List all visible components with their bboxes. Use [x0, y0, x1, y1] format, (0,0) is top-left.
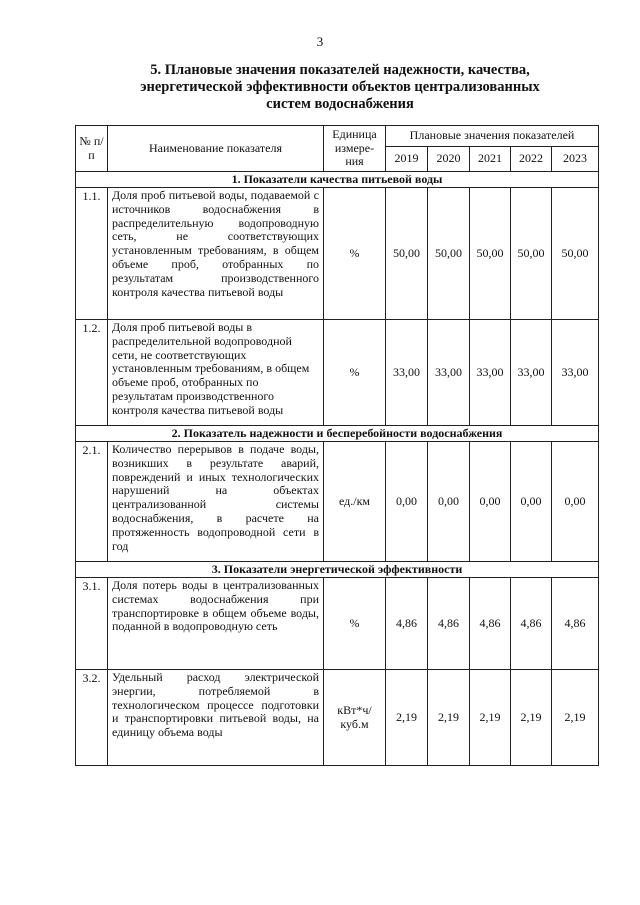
indicators-table: [75, 125, 599, 766]
value-cell: 2,19: [386, 670, 428, 766]
header-unit: Единица измере-ния: [324, 126, 386, 172]
section-title: 3. Показатели энергетической эффективности: [76, 562, 599, 578]
header-year: 2020: [428, 147, 470, 172]
table-row: [76, 188, 599, 320]
value-cell: 33,00: [470, 320, 511, 426]
value-cell: 50,00: [552, 188, 599, 320]
heading-line-1: 5. Плановые значения показателей надежности, качества,: [150, 62, 530, 78]
unit-cell: %: [324, 320, 386, 426]
indicator-name: Доля потерь воды в централизованных системах водоснабжения при транспортировке в общем объеме воды, поданной в водопроводную сеть: [108, 578, 324, 670]
value-cell: 0,00: [552, 442, 599, 562]
header-year: 2019: [386, 147, 428, 172]
indicator-name: Доля проб питьевой воды, подаваемой с источников водоснабжения в распределительную водопроводную сеть, не соответствующих установленным требованиям, в общем объеме проб, отобранных по результатам производственного контроля качества питьевой воды: [108, 188, 324, 320]
row-number: 1.2.: [76, 320, 108, 426]
indicator-name: Количество перерывов в подаче воды, возникших в результате аварий, повреждений и иных технологических нарушений на объектах централизованной системы водоснабжения, в расчете на протяженность водопроводной сети в год: [108, 442, 324, 562]
value-cell: 50,00: [511, 188, 552, 320]
indicator-name: Удельный расход электрической энергии, потребляемой в технологическом процессе подготовки и транспортировки питьевой воды, на единицу объема воды: [108, 670, 324, 766]
value-cell: 33,00: [511, 320, 552, 426]
row-number: 3.2.: [76, 670, 108, 766]
value-cell: 4,86: [511, 578, 552, 670]
row-number: 3.1.: [76, 578, 108, 670]
value-cell: 2,19: [470, 670, 511, 766]
value-cell: 0,00: [428, 442, 470, 562]
unit-cell: кВт*ч/ куб.м: [324, 670, 386, 766]
section-title: 1. Показатели качества питьевой воды: [76, 172, 599, 188]
value-cell: 0,00: [470, 442, 511, 562]
value-cell: 4,86: [386, 578, 428, 670]
value-cell: 2,19: [511, 670, 552, 766]
value-cell: 4,86: [428, 578, 470, 670]
heading-line-3: систем водоснабжения: [266, 96, 414, 112]
header-planned-values: Плановые значения показателей: [386, 126, 599, 147]
row-number: 2.1.: [76, 442, 108, 562]
value-cell: 4,86: [470, 578, 511, 670]
value-cell: 2,19: [552, 670, 599, 766]
header-name: Наименование показателя: [108, 126, 324, 172]
unit-cell: ед./км: [324, 442, 386, 562]
value-cell: 50,00: [470, 188, 511, 320]
value-cell: 33,00: [386, 320, 428, 426]
header-year: 2023: [552, 147, 599, 172]
table-row: [76, 578, 599, 670]
value-cell: 4,86: [552, 578, 599, 670]
table-row: [76, 670, 599, 766]
section-title: 2. Показатель надежности и бесперебойности водоснабжения: [76, 426, 599, 442]
heading-line-2: энергетической эффективности объектов централизованных: [140, 79, 540, 95]
page-number: 3: [316, 34, 324, 49]
row-number: 1.1.: [76, 188, 108, 320]
table-row: [76, 320, 599, 426]
document-heading: [110, 62, 570, 113]
value-cell: 0,00: [386, 442, 428, 562]
header-num: № п/п: [76, 126, 108, 172]
header-year: 2022: [511, 147, 552, 172]
table-row: [76, 442, 599, 562]
indicator-name: Доля проб питьевой воды в распределительной водопроводной сети, не соответствующих установленным требованиям, в общем объеме проб, отобранных по результатам производственного контроля качества питьевой воды: [108, 320, 324, 426]
value-cell: 33,00: [428, 320, 470, 426]
value-cell: 2,19: [428, 670, 470, 766]
value-cell: 0,00: [511, 442, 552, 562]
unit-cell: %: [324, 578, 386, 670]
unit-cell: %: [324, 188, 386, 320]
value-cell: 33,00: [552, 320, 599, 426]
value-cell: 50,00: [386, 188, 428, 320]
value-cell: 50,00: [428, 188, 470, 320]
header-year: 2021: [470, 147, 511, 172]
